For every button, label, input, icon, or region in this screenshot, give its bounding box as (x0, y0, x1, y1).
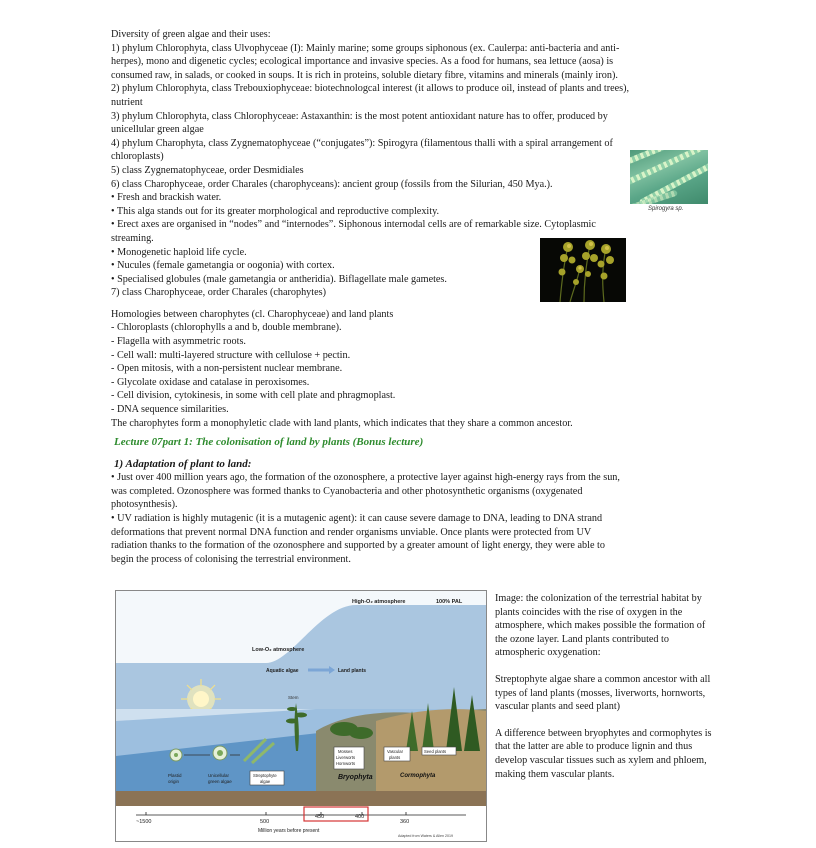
text-line: • This alga stands out for its greater morphological and reproductive complexity. (111, 205, 440, 217)
text-line: 7) class Charophyceae, order Charales (charophytes) (111, 287, 326, 299)
cormophyta-label: Cormophyta (400, 773, 436, 779)
tick-label: 500 (260, 819, 270, 825)
text-line: radiation thanks to the formation of the ozonosphere and supported by a greater amount of light energy, they were able to (111, 540, 605, 552)
figure-credit: Adapted from Waters & Allen 2019 (398, 834, 454, 838)
text-line: - Cell division, cytokinesis, in some with cell plate and phragmoplast. (111, 390, 396, 402)
text-line: streaming. (111, 232, 154, 244)
text-line: consumed raw, in salads, or cooked in soups. It is rich in proteins, soluble dietary fibre, vitamins and minerals (mainly iron). (111, 69, 618, 81)
plastid-label: Plastid origin (168, 773, 182, 784)
text-line: 6) class Charophyceae, order Charales (charophyceans): ancient group (fossils from the Silurian, 450 Mya.). (111, 178, 553, 190)
streptophyte-label: Streptophyte algae (253, 773, 277, 784)
aquatic-label: Aquatic algae (266, 668, 299, 674)
homologies-title: Homologies between charophytes (cl. Charophyceae) and land plants (111, 308, 394, 320)
text-line: 4) phylum Charophyta, class Zygnematophyceae (“conjugates”): Spirogyra (filamentous thalli with a spiral arrangement of (111, 137, 613, 149)
spirogyra-photo (630, 150, 708, 204)
description-paragraph: Streptophyte algae share a common ancestor with all types of land plants (mosses, liverworts, hornworts, vascular plants and seed plant) (495, 673, 711, 713)
high-o2-label: High-O₂ atmosphere (352, 599, 406, 605)
text-line: photosynthesis). (111, 499, 178, 511)
axis-title: Million years before present (258, 828, 320, 834)
seed-label: Seed plants (424, 749, 447, 754)
text-line: nutrient (111, 96, 143, 108)
text-line: • Erect axes are organised in “nodes” and “internodes”. Siphonous internodal cells are of remarkable size. Cytoplasmic (111, 219, 596, 231)
text-line: 1) phylum Chlorophyta, class Ulvophyceae (I): Mainly marine; some groups siphonous (ex. Caulerpa: anti-bacteria and anti- (111, 42, 620, 54)
colonisation-figure (115, 590, 487, 842)
text-line: • Just over 400 million years ago, the formation of the ozonosphere, a protective layer against high-energy rays from the sun, (111, 472, 620, 484)
text-line: - Chloroplasts (chlorophylls a and b, double membrane). (111, 322, 342, 334)
text-line: • Monogenetic haploid life cycle. (111, 246, 247, 258)
low-o2-label: Low-O₂ atmosphere (252, 647, 305, 653)
tick-label: 360 (400, 819, 410, 825)
text-line: was completed. Ozonosphere was formed thanks to Cyanobacteria and other photosynthetic organisms (oxygenated (111, 485, 583, 497)
text-line: - Cell wall: multi-layered structure with cellulose + pectin. (111, 349, 351, 361)
text-line: chloroplasts) (111, 151, 164, 163)
mosses-label: Mosses Liverworts Hornworts (336, 749, 356, 766)
text-line: - DNA sequence similarities. (111, 404, 229, 416)
text-line: 3) phylum Chlorophyta, class Chlorophyceae: Astaxanthin: is the most potent antioxidant nature has to offer, produced by (111, 110, 608, 122)
pal-label: 100% PAL (436, 599, 463, 605)
tick-label: 400 (355, 814, 365, 820)
text-line: 5) class Zygnematophyceae, order Desmidiales (111, 164, 304, 176)
section-title: 1) Adaptation of plant to land: (114, 458, 252, 471)
text-line: • UV radiation is highly mutagenic (it is a mutagenic agent): it can cause severe damage to DNA, leading to DNA strand (111, 513, 603, 524)
chara-photo (540, 238, 626, 302)
vascular-label: Vascular plants (387, 749, 403, 760)
spirogyra-caption: Spirogyra sp. (648, 206, 684, 212)
intro-title: Diversity of green algae and their uses: (111, 29, 271, 40)
stem-label: Stem (288, 695, 299, 700)
chara-plant-image (540, 238, 626, 302)
text-line: • Fresh and brackish water. (111, 192, 222, 204)
text-line: herpes), mono and digenetic cycles; ecological importance and invasive species. As a food for humans, sea lettuce (aosa) is (111, 56, 614, 68)
figure-description (495, 592, 715, 794)
text-line: unicellular green algae (111, 124, 204, 136)
land-label: Land plants (338, 668, 367, 674)
text-line: 2) phylum Chlorophyta, class Trebouxiophyceae: biotechnologcal interest (it allows to produce oil, instead of plants and trees), (111, 83, 630, 95)
lecture-heading: Lecture 07part 1: The colonisation of land by plants (Bonus lecture) (114, 436, 424, 449)
text-line: deformations that prevent normal DNA function and render organisms unviable. Once plants were protected from UV (111, 526, 592, 538)
text-line: • Specialised globules (male gametangia or antheridia). Biflagellate male gametes. (111, 273, 447, 285)
text-line: • Nucules (female gametangia or oogonia) with cortex. (111, 260, 335, 272)
tick-label: 450 (315, 814, 325, 820)
text-line: begin the process of colonising the terrestrial environment. (111, 553, 351, 565)
unicellular-label: Unicellular green algae (208, 773, 232, 784)
description-paragraph: A difference between bryophytes and cormophytes is that the latter are able to produce lignin and thus develop vascular tissues such as xylem and phloem, making them vascular plants. (495, 727, 712, 780)
text-line: - Flagella with asymmetric roots. (111, 336, 246, 348)
description-paragraph: Image: the colonization of the terrestrial habitat by plants coincides with the rise of oxygen in the atmosphere, which makes possible the formation of the ozone layer. Land plants contributed to atmospheric oxygenation: (495, 593, 706, 659)
text-line: - Open mitosis, with a non-persistent nuclear membrane. (111, 363, 343, 375)
text-line: - Glycolate oxidase and catalase in peroxisomes. (111, 376, 310, 388)
tick-label: ~1500 (136, 819, 152, 825)
bryophyta-label: Bryophyta (338, 774, 373, 781)
text-line: The charophytes form a monophyletic clade with land plants, which indicates that they share a common ancestor. (111, 417, 573, 429)
figure-canvas (116, 591, 486, 841)
